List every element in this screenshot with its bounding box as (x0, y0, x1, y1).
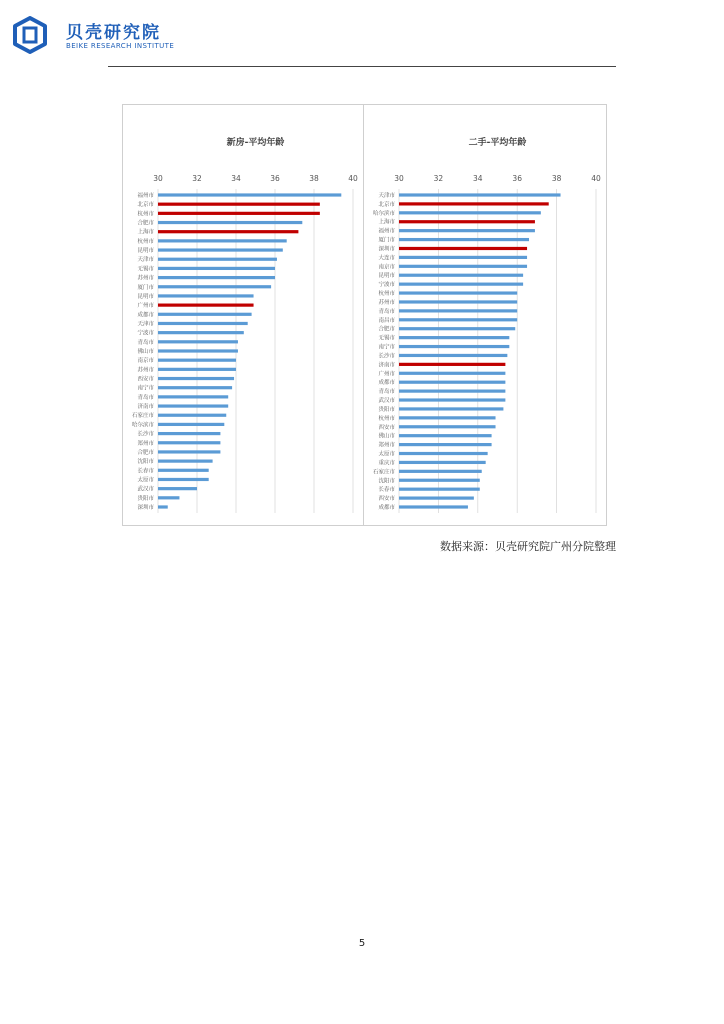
y-category-label: 青岛市 (378, 389, 395, 396)
y-category-label: 天津市 (137, 321, 154, 328)
y-category-label: 无锡市 (137, 266, 154, 273)
y-category-label: 南宁市 (137, 385, 154, 392)
bar (399, 416, 496, 419)
bar (158, 487, 197, 490)
y-category-label: 南宁市 (378, 344, 395, 351)
bar (158, 193, 341, 196)
bar (399, 452, 488, 455)
y-category-label: 南京市 (378, 264, 395, 271)
y-category-label: 长沙市 (137, 431, 154, 438)
bar (158, 359, 236, 362)
bar (158, 285, 271, 288)
chart-panel-new-homes (123, 105, 363, 525)
bar (399, 381, 505, 384)
y-category-label: 合肥市 (378, 326, 395, 333)
bar (158, 276, 275, 279)
y-category-label: 西安市 (378, 496, 395, 503)
bar (399, 265, 527, 268)
bar (399, 407, 503, 410)
bar (158, 294, 254, 297)
bar (158, 239, 287, 242)
y-category-label: 青岛市 (137, 339, 154, 346)
bar (158, 432, 220, 435)
y-category-label: 昆明市 (137, 293, 154, 300)
bar (399, 363, 505, 366)
bar (158, 248, 283, 251)
bar (399, 336, 509, 339)
beike-logo-icon (12, 16, 48, 54)
bar (158, 258, 277, 261)
x-tick-label: 30 (153, 174, 163, 183)
y-category-label: 重庆市 (378, 460, 395, 467)
bar (158, 230, 298, 233)
bar (158, 460, 213, 463)
header-divider (108, 66, 616, 67)
bar (158, 469, 209, 472)
bar (399, 398, 505, 401)
bar (399, 309, 517, 312)
y-category-label: 济南市 (137, 404, 154, 411)
logo-cn-text: 贝壳研究院 (66, 23, 161, 43)
y-category-label: 北京市 (378, 201, 395, 208)
y-category-label: 太原市 (137, 477, 154, 484)
bar (158, 212, 320, 215)
y-category-label: 太原市 (378, 451, 395, 458)
x-tick-label: 40 (591, 174, 601, 183)
resale-homes-age-chart (364, 105, 606, 525)
y-category-label: 深圳市 (378, 246, 395, 253)
y-category-label: 郑州市 (378, 442, 395, 449)
y-category-label: 合肥市 (137, 449, 154, 456)
y-category-label: 大连市 (378, 255, 395, 262)
x-tick-label: 32 (192, 174, 202, 183)
bar (399, 390, 505, 393)
x-tick-label: 32 (433, 174, 444, 183)
y-category-label: 沈阳市 (137, 459, 154, 466)
y-category-label: 无锡市 (378, 335, 395, 342)
bar (158, 386, 232, 389)
bar (399, 434, 492, 437)
y-category-label: 西安市 (378, 424, 395, 431)
bar (399, 354, 507, 357)
y-category-label: 长沙市 (378, 353, 395, 360)
y-category-label: 郑州市 (137, 440, 154, 447)
bar (399, 283, 523, 286)
y-category-label: 苏州市 (137, 367, 154, 374)
bar (399, 193, 561, 196)
bar (399, 443, 492, 446)
bar (399, 300, 517, 303)
bar (399, 488, 480, 491)
y-category-label: 苏州市 (378, 299, 395, 306)
x-tick-label: 34 (231, 174, 241, 183)
y-category-label: 宁波市 (137, 330, 154, 337)
bar (158, 478, 209, 481)
y-category-label: 合肥市 (137, 220, 154, 227)
y-category-label: 昆明市 (378, 273, 395, 280)
x-tick-label: 36 (512, 174, 522, 183)
y-category-label: 北京市 (137, 202, 154, 209)
bar (158, 450, 220, 453)
bar (399, 318, 517, 321)
chart-title: 新房-平均年龄 (226, 138, 285, 148)
y-category-label: 宁波市 (378, 282, 395, 289)
y-category-label: 武汉市 (378, 398, 395, 405)
y-category-label: 福州市 (378, 228, 395, 235)
y-category-label: 广州市 (137, 303, 154, 310)
bar (399, 505, 468, 508)
bar (399, 372, 505, 375)
x-tick-label: 30 (394, 174, 404, 183)
y-category-label: 天津市 (378, 193, 395, 199)
bar (158, 331, 244, 334)
bar (399, 229, 535, 232)
bar (399, 496, 474, 499)
y-category-label: 哈尔滨市 (372, 210, 395, 217)
page-number: 5 (358, 938, 366, 949)
new-homes-age-chart (123, 105, 363, 525)
y-category-label: 南昌市 (378, 317, 395, 324)
bar (158, 441, 220, 444)
bar (158, 267, 275, 270)
bar (399, 211, 541, 214)
y-category-label: 杭州市 (378, 415, 395, 422)
bar (158, 377, 234, 380)
y-category-label: 贵阳市 (378, 406, 395, 413)
bar (158, 322, 248, 325)
bar (399, 247, 527, 250)
y-category-label: 昆明市 (137, 248, 154, 255)
chart-panel-resale-homes (364, 105, 606, 525)
bar (158, 404, 228, 407)
x-tick-label: 34 (473, 174, 483, 183)
bar (158, 414, 226, 417)
bar (158, 505, 168, 508)
bar (399, 238, 529, 241)
bar (158, 203, 320, 206)
bar (158, 395, 228, 398)
bar (158, 423, 224, 426)
y-category-label: 成都市 (378, 380, 395, 387)
y-category-label: 上海市 (378, 219, 395, 226)
source-note: 数据来源：贝壳研究院广州分院整理 (440, 540, 616, 553)
y-category-label: 厦门市 (378, 237, 395, 244)
bar (158, 340, 238, 343)
bar (158, 349, 238, 352)
x-tick-label: 40 (348, 174, 358, 183)
chart-title: 二手-平均年龄 (468, 138, 527, 148)
y-category-label: 石家庄市 (372, 469, 395, 476)
bar (158, 313, 252, 316)
y-category-label: 福州市 (137, 193, 154, 199)
y-category-label: 成都市 (378, 505, 395, 511)
y-category-label: 上海市 (137, 229, 154, 236)
bar (158, 221, 302, 224)
y-category-label: 佛山市 (378, 433, 395, 440)
bar (399, 291, 517, 294)
y-category-label: 济南市 (378, 362, 395, 369)
y-category-label: 天津市 (137, 257, 154, 264)
y-category-label: 青岛市 (378, 308, 395, 315)
bar (399, 425, 496, 428)
bar (399, 256, 527, 259)
bar (399, 461, 486, 464)
y-category-label: 长春市 (137, 468, 154, 475)
bar (158, 496, 179, 499)
y-category-label: 西安市 (137, 376, 154, 383)
y-category-label: 哈尔滨市 (131, 422, 154, 429)
y-category-label: 南京市 (137, 358, 154, 365)
logo (12, 16, 182, 56)
y-category-label: 广州市 (378, 371, 395, 378)
bar (399, 220, 535, 223)
x-tick-label: 38 (309, 174, 319, 183)
bar (399, 327, 515, 330)
y-category-label: 苏州市 (137, 275, 154, 282)
bar (399, 479, 480, 482)
y-category-label: 武汉市 (137, 486, 154, 493)
y-category-label: 佛山市 (137, 349, 154, 355)
y-category-label: 石家庄市 (131, 413, 154, 420)
bar (399, 274, 523, 277)
y-category-label: 青岛市 (137, 394, 154, 401)
y-category-label: 长春市 (378, 487, 395, 494)
y-category-label: 厦门市 (137, 284, 154, 291)
y-category-label: 贵阳市 (137, 495, 154, 502)
y-category-label: 杭州市 (137, 211, 154, 218)
bar (158, 304, 254, 307)
y-category-label: 杭州市 (137, 238, 154, 245)
x-tick-label: 36 (270, 174, 280, 183)
chart-figure (122, 104, 607, 526)
y-category-label: 成都市 (137, 312, 154, 319)
logo-en-text: BEIKE RESEARCH INSTITUTE (66, 42, 175, 50)
y-category-label: 深圳市 (137, 505, 154, 511)
bar (399, 470, 482, 473)
bar (399, 202, 549, 205)
y-category-label: 杭州市 (378, 291, 395, 298)
y-category-label: 沈阳市 (378, 478, 395, 485)
x-tick-label: 38 (551, 174, 562, 183)
bar (399, 345, 509, 348)
bar (158, 368, 236, 371)
